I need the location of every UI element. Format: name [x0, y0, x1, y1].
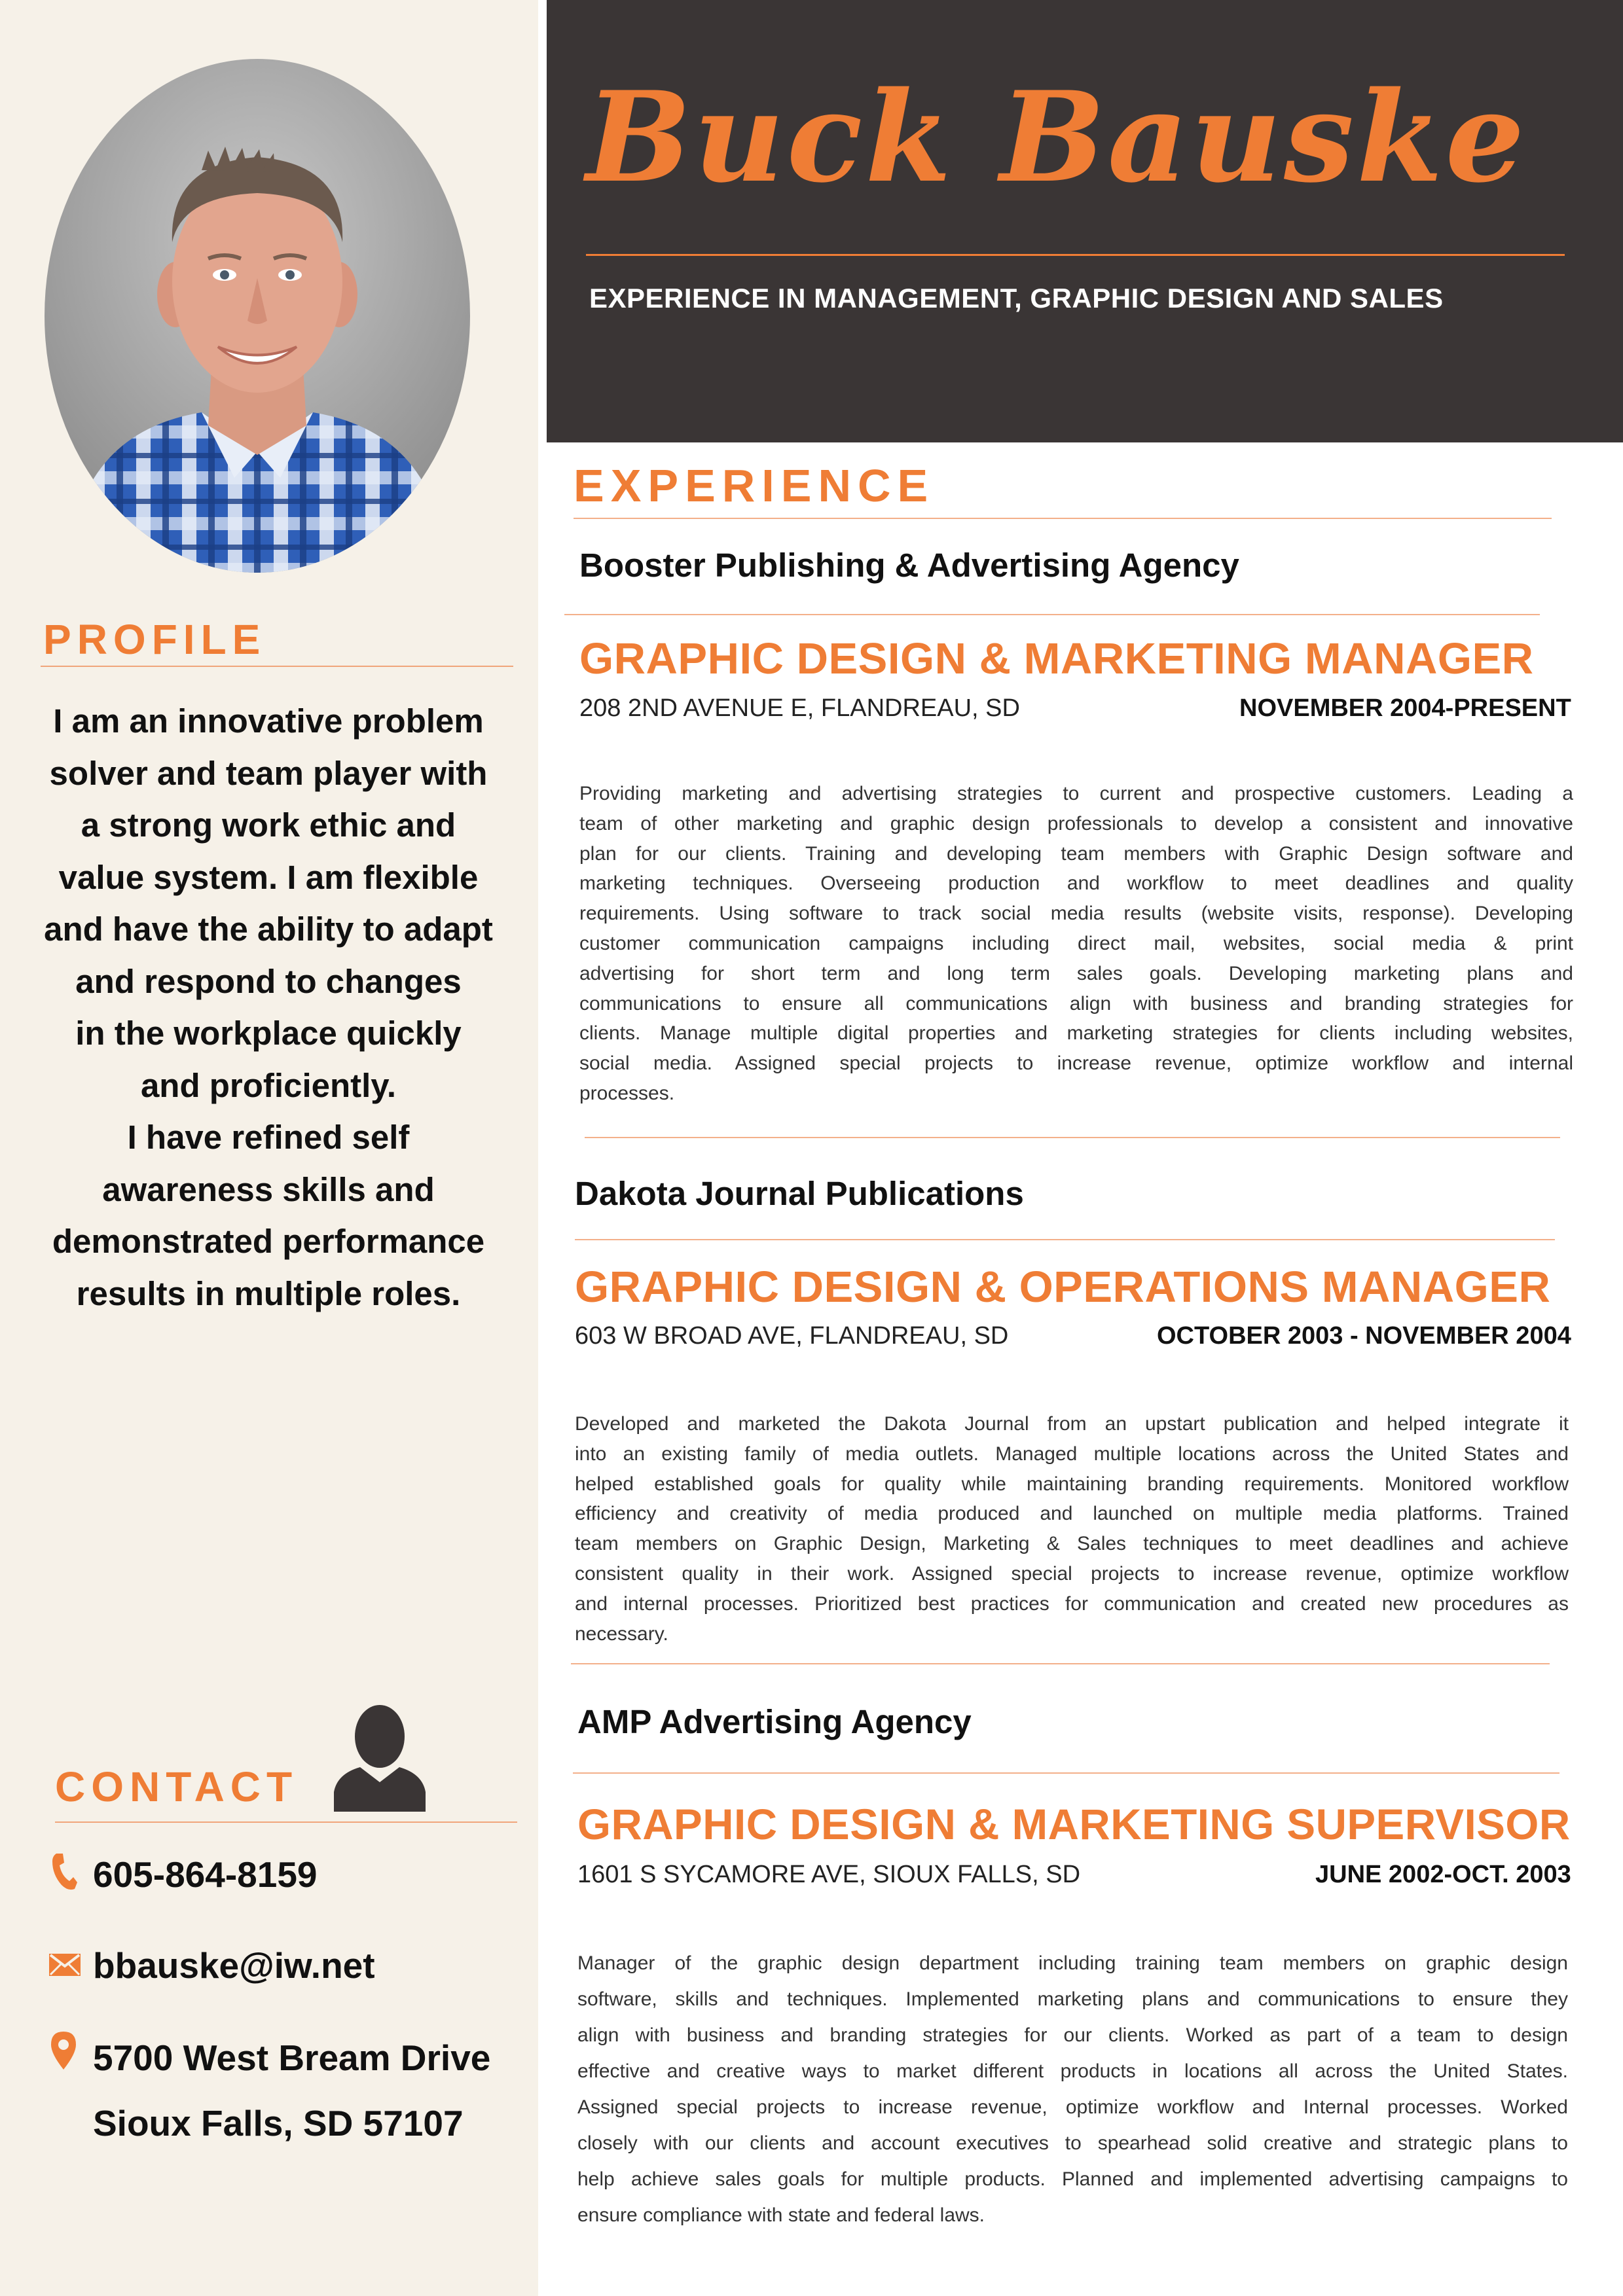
profile-line: I am an innovative problem	[53, 702, 484, 740]
job-description	[579, 779, 1573, 1109]
profile-line: and have the ability to adapt	[44, 910, 493, 948]
description-line: team of other marketing and graphic design professionals to develop a consistent and innovative	[579, 812, 1573, 834]
person-icon	[331, 1700, 429, 1812]
description-line: help achieve sales goals for multiple products. Planned and implemented advertising campaigns to	[577, 2168, 1568, 2190]
job-address: 603 W BROAD AVE, FLANDREAU, SD	[575, 1322, 1009, 1350]
description-line: align with business and branding strategies for our clients. Worked as part of a team to design	[577, 2024, 1568, 2046]
company-name: Booster Publishing & Advertising Agency	[579, 547, 1239, 584]
job-title: GRAPHIC DESIGN & OPERATIONS MANAGER	[575, 1263, 1551, 1312]
job-title: GRAPHIC DESIGN & MARKETING MANAGER	[579, 634, 1534, 683]
profile-line: demonstrated performance	[52, 1223, 485, 1260]
job-divider	[573, 1772, 1559, 1774]
description-line: plan for our clients. Training and developing team members with Graphic Design software and	[579, 842, 1573, 865]
email-address[interactable]: bbauske@iw.net	[93, 1945, 375, 1986]
job-title: GRAPHIC DESIGN & MARKETING SUPERVISOR	[577, 1801, 1571, 1848]
description-line: effective and creative ways to market different products in locations all across the United States.	[577, 2060, 1568, 2082]
job-divider	[571, 1663, 1550, 1664]
description-line: team members on Graphic Design, Marketing & Sales techniques to meet deadlines and achieve	[575, 1533, 1569, 1555]
description-line: processes.	[579, 1082, 675, 1104]
job-dates: JUNE 2002-OCT. 2003	[1315, 1861, 1571, 1888]
profile-line: a strong work ethic and	[81, 806, 456, 844]
profile-line: in the workplace quickly	[75, 1014, 462, 1052]
description-line: and internal processes. Prioritized best practices for communication and created new procedures as	[575, 1592, 1569, 1615]
contact-divider	[55, 1821, 517, 1823]
job-divider	[564, 614, 1540, 615]
description-line: software, skills and techniques. Implemented marketing plans and communications to ensure they	[577, 1988, 1568, 2010]
address-line-2: Sioux Falls, SD 57107	[93, 2103, 464, 2144]
description-line: advertising for short term and long term sales goals. Developing marketing plans and	[579, 962, 1573, 984]
description-line: requirements. Using software to track social media results (website visits, response). Developing	[579, 903, 1573, 925]
job-dates: OCTOBER 2003 - NOVEMBER 2004	[1157, 1322, 1571, 1350]
company-name: Dakota Journal Publications	[575, 1175, 1024, 1212]
email-icon	[48, 1953, 81, 1977]
job-divider	[575, 1239, 1555, 1240]
header-divider	[586, 254, 1565, 256]
description-line: customer communication campaigns including direct mail, websites, social media & print	[579, 932, 1573, 954]
experience-heading: EXPERIENCE	[574, 460, 935, 511]
description-line: helped established goals for quality while maintaining branding requirements. Monitored workflow	[575, 1473, 1569, 1495]
description-line: Developed and marketed the Dakota Journal from an upstart publication and helped integrate it	[575, 1413, 1569, 1435]
description-line: necessary.	[575, 1623, 668, 1645]
profile-line: and proficiently.	[140, 1066, 397, 1104]
location-pin-icon	[50, 2030, 77, 2071]
description-line: closely with our clients and account executives to spearhead solid creative and strategic plans to	[577, 2132, 1568, 2154]
description-line: into an existing family of media outlets. Managed multiple locations across the United States and	[575, 1443, 1569, 1465]
portrait-illustration	[45, 59, 470, 573]
company-name: AMP Advertising Agency	[577, 1703, 972, 1740]
tagline: EXPERIENCE IN MANAGEMENT, GRAPHIC DESIGN AND SALES	[589, 283, 1444, 314]
description-line: consistent quality in their work. Assigned special projects to increase revenue, optimize workflow	[575, 1562, 1569, 1585]
profile-photo	[45, 59, 470, 573]
address-line-1: 5700 West Bream Drive	[93, 2037, 491, 2078]
phone-number[interactable]: 605-864-8159	[93, 1854, 318, 1895]
description-line: Providing marketing and advertising strategies to current and prospective customers. Leading a	[579, 783, 1573, 804]
profile-line: I have refined self	[127, 1119, 410, 1156]
description-line: social media. Assigned special projects to increase revenue, optimize workflow and internal	[579, 1052, 1573, 1075]
description-line: clients. Manage multiple digital properties and marketing strategies for clients including websites,	[579, 1022, 1573, 1045]
job-dates: NOVEMBER 2004-PRESENT	[1239, 694, 1571, 722]
profile-line: and respond to changes	[75, 962, 462, 1000]
profile-divider	[41, 666, 513, 667]
job-description	[575, 1409, 1569, 1649]
profile-heading: PROFILE	[43, 616, 266, 663]
job-description	[577, 1945, 1568, 2233]
job-address: 1601 S SYCAMORE AVE, SIOUX FALLS, SD	[577, 1861, 1081, 1888]
phone-icon	[51, 1852, 79, 1892]
experience-divider	[574, 518, 1552, 519]
profile-line: results in multiple roles.	[76, 1274, 461, 1312]
description-line: communications to ensure all communications align with business and branding strategies for	[579, 992, 1573, 1014]
description-line: ensure compliance with state and federal laws.	[577, 2204, 985, 2226]
description-line: marketing techniques. Overseeing production and workflow to meet deadlines and quality	[579, 872, 1573, 895]
description-line: Assigned special projects to increase revenue, optimize workflow and Internal processes. Worked	[577, 2096, 1568, 2118]
profile-text	[20, 695, 517, 1319]
description-line: efficiency and creativity of media produced and launched on multiple media platforms. Trained	[575, 1503, 1569, 1525]
description-line: Manager of the graphic design department including training team members on graphic design	[577, 1952, 1568, 1974]
profile-line: value system. I am flexible	[58, 858, 479, 896]
contact-heading: CONTACT	[55, 1763, 299, 1810]
profile-line: solver and team player with	[49, 754, 488, 792]
candidate-name: Buck Bauske	[586, 64, 1527, 210]
job-divider	[585, 1137, 1560, 1138]
profile-line: awareness skills and	[102, 1170, 435, 1208]
job-address: 208 2ND AVENUE E, FLANDREAU, SD	[579, 694, 1020, 722]
